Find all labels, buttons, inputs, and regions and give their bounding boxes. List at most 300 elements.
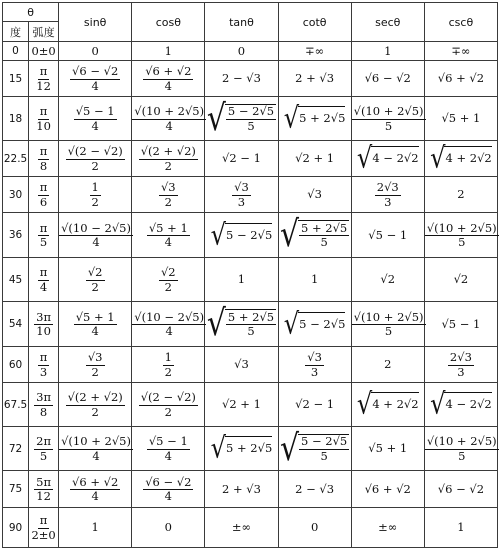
fraction xyxy=(34,66,53,92)
math-expression xyxy=(92,522,99,534)
square-root xyxy=(430,387,492,422)
fraction xyxy=(34,474,53,503)
math-text: √2 + 1 xyxy=(295,151,335,165)
math-expression xyxy=(34,309,53,338)
math-text: 1 xyxy=(164,43,172,58)
square-root xyxy=(356,141,419,176)
radian-cell xyxy=(29,258,59,302)
sin-value-cell xyxy=(59,427,132,471)
fraction-numerator: 5 − 2√5 xyxy=(301,434,348,448)
math-text: 1 xyxy=(237,272,246,286)
math-expression xyxy=(132,106,206,132)
fraction-denominator: 12 xyxy=(36,78,51,93)
radian-cell xyxy=(29,61,59,97)
fraction-numerator: π xyxy=(39,180,48,194)
math-text: ∓∞ xyxy=(304,43,325,58)
table-row xyxy=(3,42,498,61)
table-row xyxy=(3,258,498,302)
fraction-numerator: π xyxy=(39,104,48,118)
tan-value-cell xyxy=(205,42,278,61)
fraction-denominator: 5 xyxy=(320,235,328,249)
math-expression xyxy=(356,387,419,422)
fraction-numerator: √3 xyxy=(234,180,249,194)
fraction-numerator: √3 xyxy=(160,180,176,194)
math-expression xyxy=(143,66,193,92)
sec-value-cell xyxy=(351,141,424,177)
sin-value-cell xyxy=(59,213,132,258)
math-text: √3 xyxy=(307,187,322,201)
fraction-numerator: √(10 + 2√5) xyxy=(353,309,424,324)
fraction-numerator: √5 + 1 xyxy=(148,220,188,235)
fraction-denominator: 8 xyxy=(39,404,48,419)
table-row xyxy=(3,213,498,258)
cos-value-cell xyxy=(132,42,205,61)
fraction-numerator: √6 − √2 xyxy=(72,64,119,78)
degree-cell: 0 xyxy=(3,42,29,61)
fraction-denominator: 2 xyxy=(91,279,99,294)
degree-cell: 22.5 xyxy=(3,141,29,177)
table-body xyxy=(3,42,498,548)
math-text: √2 − 1 xyxy=(222,151,261,165)
math-expression xyxy=(234,359,249,371)
fraction-denominator: 4 xyxy=(91,489,99,503)
header-sec: secθ xyxy=(351,3,424,42)
cot-value-cell xyxy=(278,383,351,427)
radian-cell xyxy=(29,427,59,471)
fraction-numerator: 2√3 xyxy=(449,350,472,364)
tan-value-cell xyxy=(205,347,278,383)
math-expression xyxy=(132,309,206,338)
fraction xyxy=(132,106,206,132)
sec-value-cell xyxy=(351,427,424,471)
fraction-numerator: π xyxy=(39,64,48,78)
fraction xyxy=(163,352,174,378)
math-expression xyxy=(210,431,273,466)
math-text: 2 xyxy=(457,187,465,201)
fraction-numerator: 1 xyxy=(91,180,99,194)
sin-value-cell xyxy=(59,302,132,347)
math-expression xyxy=(438,73,484,85)
tan-value-cell xyxy=(205,383,278,427)
math-expression xyxy=(70,474,120,503)
math-text: 0 xyxy=(164,520,172,534)
math-expression xyxy=(384,359,391,371)
tan-value-cell xyxy=(205,141,278,177)
cos-value-cell xyxy=(132,213,205,258)
fraction-denominator: 2 xyxy=(164,404,172,419)
math-expression xyxy=(430,387,492,422)
sec-value-cell xyxy=(351,508,424,548)
math-expression xyxy=(90,182,101,208)
math-expression xyxy=(441,316,481,331)
cot-value-cell xyxy=(278,97,351,141)
fraction xyxy=(86,352,105,378)
math-expression xyxy=(29,515,57,541)
fraction xyxy=(299,436,349,462)
fraction-numerator: √(10 + 2√5) xyxy=(134,104,205,118)
math-expression xyxy=(311,274,318,286)
table-row xyxy=(3,141,498,177)
radical-sign-icon: √ xyxy=(356,387,373,422)
math-expression xyxy=(352,106,426,132)
fraction-numerator: 5 − 2√5 xyxy=(227,104,275,118)
fraction xyxy=(139,146,198,172)
math-expression xyxy=(34,474,53,503)
fraction-denominator: 2 xyxy=(164,364,172,379)
math-expression xyxy=(448,352,474,378)
fraction-numerator: 3π xyxy=(36,390,52,404)
cos-value-cell xyxy=(132,383,205,427)
math-text: √5 + 1 xyxy=(368,441,408,455)
fraction xyxy=(86,267,105,293)
table-row xyxy=(3,97,498,141)
radian-cell xyxy=(29,383,59,427)
math-expression xyxy=(380,274,395,286)
csc-value-cell xyxy=(424,383,497,427)
fraction-denominator: 4 xyxy=(164,78,172,93)
fraction-numerator: π xyxy=(39,265,48,279)
math-text: 1 xyxy=(91,520,99,534)
fraction xyxy=(66,146,125,172)
cos-value-cell xyxy=(132,471,205,508)
header-cot: cotθ xyxy=(278,3,351,42)
fraction-numerator: √2 xyxy=(87,265,103,279)
math-expression xyxy=(210,218,273,252)
math-expression xyxy=(34,436,53,462)
fraction-numerator: √(2 − √2) xyxy=(67,144,123,158)
fraction-denominator: 4 xyxy=(165,118,173,133)
math-expression xyxy=(163,352,174,378)
math-expression xyxy=(378,522,397,534)
math-text: 0 xyxy=(237,43,246,58)
math-expression xyxy=(206,302,276,345)
fraction xyxy=(29,515,57,541)
radical-sign-icon: √ xyxy=(210,218,227,252)
fraction-numerator: √5 + 1 xyxy=(75,309,115,324)
square-root xyxy=(283,101,346,136)
radicand: 5 + 2√5 xyxy=(298,106,345,130)
radicand: 5 − 2√5 xyxy=(225,223,272,247)
fraction xyxy=(38,267,50,293)
square-root xyxy=(356,387,419,422)
tan-value-cell xyxy=(205,302,278,347)
fraction-denominator: 6 xyxy=(39,194,48,209)
fraction-denominator: 5 xyxy=(247,324,255,338)
fraction-numerator: √(10 + 2√5) xyxy=(353,104,424,118)
math-expression xyxy=(295,399,334,411)
radian-cell xyxy=(29,213,59,258)
fraction-denominator: 4 xyxy=(91,324,99,338)
radical-sign-icon: √ xyxy=(430,387,446,422)
radicand xyxy=(225,104,276,134)
math-text: 1 xyxy=(457,520,465,534)
fraction xyxy=(299,220,349,249)
math-text: 2 − √3 xyxy=(295,481,335,496)
fraction-denominator: 5 xyxy=(39,448,48,463)
fraction-numerator: √(10 + 2√5) xyxy=(426,434,497,448)
fraction xyxy=(232,182,251,208)
degree-cell: 75 xyxy=(3,471,29,508)
csc-value-cell xyxy=(424,61,497,97)
radical-sign-icon: √ xyxy=(430,141,446,176)
fraction-denominator: 4 xyxy=(92,448,100,463)
sin-value-cell xyxy=(59,383,132,427)
math-text: ∓∞ xyxy=(451,43,471,58)
fraction xyxy=(375,182,401,208)
tan-value-cell xyxy=(205,258,278,302)
fraction-denominator: 4 xyxy=(91,118,99,133)
math-expression xyxy=(441,113,480,125)
cos-value-cell xyxy=(132,427,205,471)
cos-value-cell xyxy=(132,302,205,347)
math-expression xyxy=(307,189,322,201)
fraction-denominator: 5 xyxy=(320,448,328,463)
table-row xyxy=(3,383,498,427)
fraction-numerator: √(10 + 2√5) xyxy=(426,220,497,235)
math-expression xyxy=(91,43,99,58)
math-expression xyxy=(139,392,198,418)
fraction xyxy=(74,309,117,338)
fraction xyxy=(448,352,474,378)
fraction xyxy=(34,392,53,418)
cot-value-cell xyxy=(278,258,351,302)
radical-sign-icon: √ xyxy=(279,213,299,256)
math-text: 2 + √3 xyxy=(295,71,335,85)
tan-value-cell xyxy=(205,471,278,508)
math-expression xyxy=(368,443,407,455)
square-root xyxy=(206,302,276,345)
csc-value-cell xyxy=(424,213,497,258)
fraction-numerator: √(2 + √2) xyxy=(140,144,196,158)
cos-value-cell xyxy=(132,177,205,213)
math-expression xyxy=(238,274,245,286)
math-expression xyxy=(74,106,117,132)
degree-cell: 90 xyxy=(3,508,29,548)
fraction-numerator: 5 + 2√5 xyxy=(227,309,275,324)
radical-sign-icon: √ xyxy=(279,426,299,469)
fraction xyxy=(147,220,190,249)
cos-value-cell xyxy=(132,508,205,548)
fraction-denominator: 2 xyxy=(91,364,99,379)
fraction-denominator: 4 xyxy=(164,448,172,463)
fraction-numerator: √6 + √2 xyxy=(72,474,119,489)
table-row xyxy=(3,177,498,213)
degree-cell: 36 xyxy=(3,213,29,258)
fraction xyxy=(226,106,276,132)
table-row xyxy=(3,347,498,383)
math-expression xyxy=(222,153,261,165)
fraction-denominator: 4 xyxy=(91,78,99,93)
radicand: 4 − 2√2 xyxy=(371,146,418,170)
radicand: 4 + 2√2 xyxy=(444,146,491,170)
fraction-denominator: 2 xyxy=(91,194,99,209)
math-text: √2 xyxy=(380,272,396,286)
math-expression xyxy=(279,426,349,469)
math-expression xyxy=(232,182,251,208)
fraction xyxy=(159,182,178,208)
csc-value-cell xyxy=(424,302,497,347)
square-root xyxy=(279,213,349,256)
fraction-numerator: 3π xyxy=(36,309,52,324)
fraction xyxy=(34,436,53,462)
fraction-denominator: 2 xyxy=(164,279,172,294)
fraction-denominator: 3 xyxy=(39,364,48,379)
math-text: ±∞ xyxy=(231,520,252,534)
radian-cell xyxy=(29,471,59,508)
math-text: √2 xyxy=(453,272,469,286)
math-text: √5 − 1 xyxy=(441,316,481,331)
header-theta: θ xyxy=(3,3,59,22)
header-cos: cosθ xyxy=(132,3,205,42)
math-expression xyxy=(38,182,50,208)
square-root xyxy=(210,431,273,466)
fraction xyxy=(66,392,125,418)
math-expression xyxy=(38,352,50,378)
math-expression xyxy=(206,96,276,139)
csc-value-cell xyxy=(424,141,497,177)
fraction xyxy=(139,392,198,418)
math-expression xyxy=(425,220,499,249)
math-expression xyxy=(31,43,56,58)
cot-value-cell xyxy=(278,471,351,508)
math-expression xyxy=(74,309,117,338)
radical-sign-icon: √ xyxy=(206,96,226,139)
sec-value-cell xyxy=(351,61,424,97)
radicand: 4 − 2√2 xyxy=(444,392,491,416)
math-expression xyxy=(139,146,198,172)
math-text: 1 xyxy=(384,43,392,58)
degree-cell: 54 xyxy=(3,302,29,347)
fraction-numerator: √5 − 1 xyxy=(148,434,188,448)
fraction-numerator: √(2 − √2) xyxy=(140,390,196,404)
math-expression xyxy=(222,399,261,411)
cos-value-cell xyxy=(132,61,205,97)
sin-value-cell xyxy=(59,61,132,97)
math-expression xyxy=(66,146,125,172)
math-expression xyxy=(86,352,105,378)
math-text: 0±0 xyxy=(31,43,56,58)
math-expression xyxy=(451,43,471,58)
fraction xyxy=(159,267,178,293)
math-expression xyxy=(34,66,53,92)
math-expression xyxy=(147,220,190,249)
header-degree: 度 xyxy=(3,22,29,42)
fraction-numerator: √5 − 1 xyxy=(75,104,115,118)
fraction-numerator: 5π xyxy=(36,474,52,489)
fraction-denominator: 2±0 xyxy=(31,527,56,542)
cot-value-cell xyxy=(278,302,351,347)
math-expression xyxy=(237,43,246,58)
radicand: 5 + 2√5 xyxy=(225,436,272,460)
fraction-denominator: 5 xyxy=(384,324,393,338)
math-expression xyxy=(375,182,401,208)
math-text: √3 xyxy=(234,357,249,371)
fraction xyxy=(34,309,53,338)
fraction xyxy=(59,436,133,462)
radian-cell xyxy=(29,302,59,347)
math-text: 2 − √3 xyxy=(222,71,261,85)
math-expression xyxy=(222,481,261,496)
csc-value-cell xyxy=(424,471,497,508)
math-text: 2 + √3 xyxy=(222,481,261,496)
math-expression xyxy=(356,141,419,176)
cot-value-cell xyxy=(278,42,351,61)
radical-sign-icon: √ xyxy=(356,141,373,176)
square-root xyxy=(283,307,346,341)
math-expression xyxy=(352,309,426,338)
math-text: 1 xyxy=(310,272,319,286)
fraction xyxy=(143,474,193,503)
sec-value-cell xyxy=(351,471,424,508)
math-expression xyxy=(437,481,485,496)
degree-cell: 45 xyxy=(3,258,29,302)
fraction xyxy=(38,352,50,378)
table-row xyxy=(3,427,498,471)
fraction xyxy=(59,220,133,249)
math-text: √6 + √2 xyxy=(437,71,485,85)
fraction xyxy=(132,309,206,338)
fraction-denominator: 8 xyxy=(39,158,48,173)
math-expression xyxy=(34,392,53,418)
csc-value-cell xyxy=(424,427,497,471)
math-text: √2 − 1 xyxy=(295,397,335,411)
fraction-denominator: 4 xyxy=(164,235,172,249)
radical-sign-icon: √ xyxy=(283,307,300,341)
fraction xyxy=(425,436,499,462)
trig-values-table xyxy=(2,2,498,548)
square-root xyxy=(430,141,492,176)
degree-cell: 60 xyxy=(3,347,29,383)
math-expression xyxy=(454,274,469,286)
sin-value-cell xyxy=(59,177,132,213)
fraction-denominator: 2 xyxy=(91,158,99,173)
fraction-numerator: √6 − √2 xyxy=(145,474,192,489)
sec-value-cell xyxy=(351,42,424,61)
math-expression xyxy=(34,106,53,132)
square-root xyxy=(279,426,349,469)
sin-value-cell xyxy=(59,508,132,548)
fraction-denominator: 4 xyxy=(165,324,173,338)
math-expression xyxy=(159,267,178,293)
fraction-denominator: 10 xyxy=(36,118,51,133)
trig-table-wrapper xyxy=(2,2,498,548)
table-row xyxy=(3,508,498,548)
math-text: 0 xyxy=(310,520,319,534)
fraction-denominator: 2 xyxy=(164,158,172,173)
sin-value-cell xyxy=(59,471,132,508)
tan-value-cell xyxy=(205,427,278,471)
radian-cell xyxy=(29,508,59,548)
math-expression xyxy=(425,436,499,462)
math-text: √6 + √2 xyxy=(364,481,411,496)
fraction-denominator: 4 xyxy=(164,489,172,503)
math-expression xyxy=(38,220,50,249)
math-expression xyxy=(279,213,349,256)
fraction-numerator: 1 xyxy=(164,350,172,364)
fraction-denominator: 5 xyxy=(39,235,48,249)
fraction-numerator: √(2 + √2) xyxy=(67,390,123,404)
fraction xyxy=(38,146,50,172)
fraction-numerator: π xyxy=(39,220,48,235)
fraction xyxy=(305,352,324,378)
tan-value-cell xyxy=(205,61,278,97)
fraction-denominator: 2 xyxy=(164,194,172,209)
sin-value-cell xyxy=(59,347,132,383)
math-expression xyxy=(430,141,492,176)
fraction-denominator: 3 xyxy=(457,364,465,379)
fraction-denominator: 3 xyxy=(310,364,319,379)
fraction-denominator: 10 xyxy=(36,324,51,338)
